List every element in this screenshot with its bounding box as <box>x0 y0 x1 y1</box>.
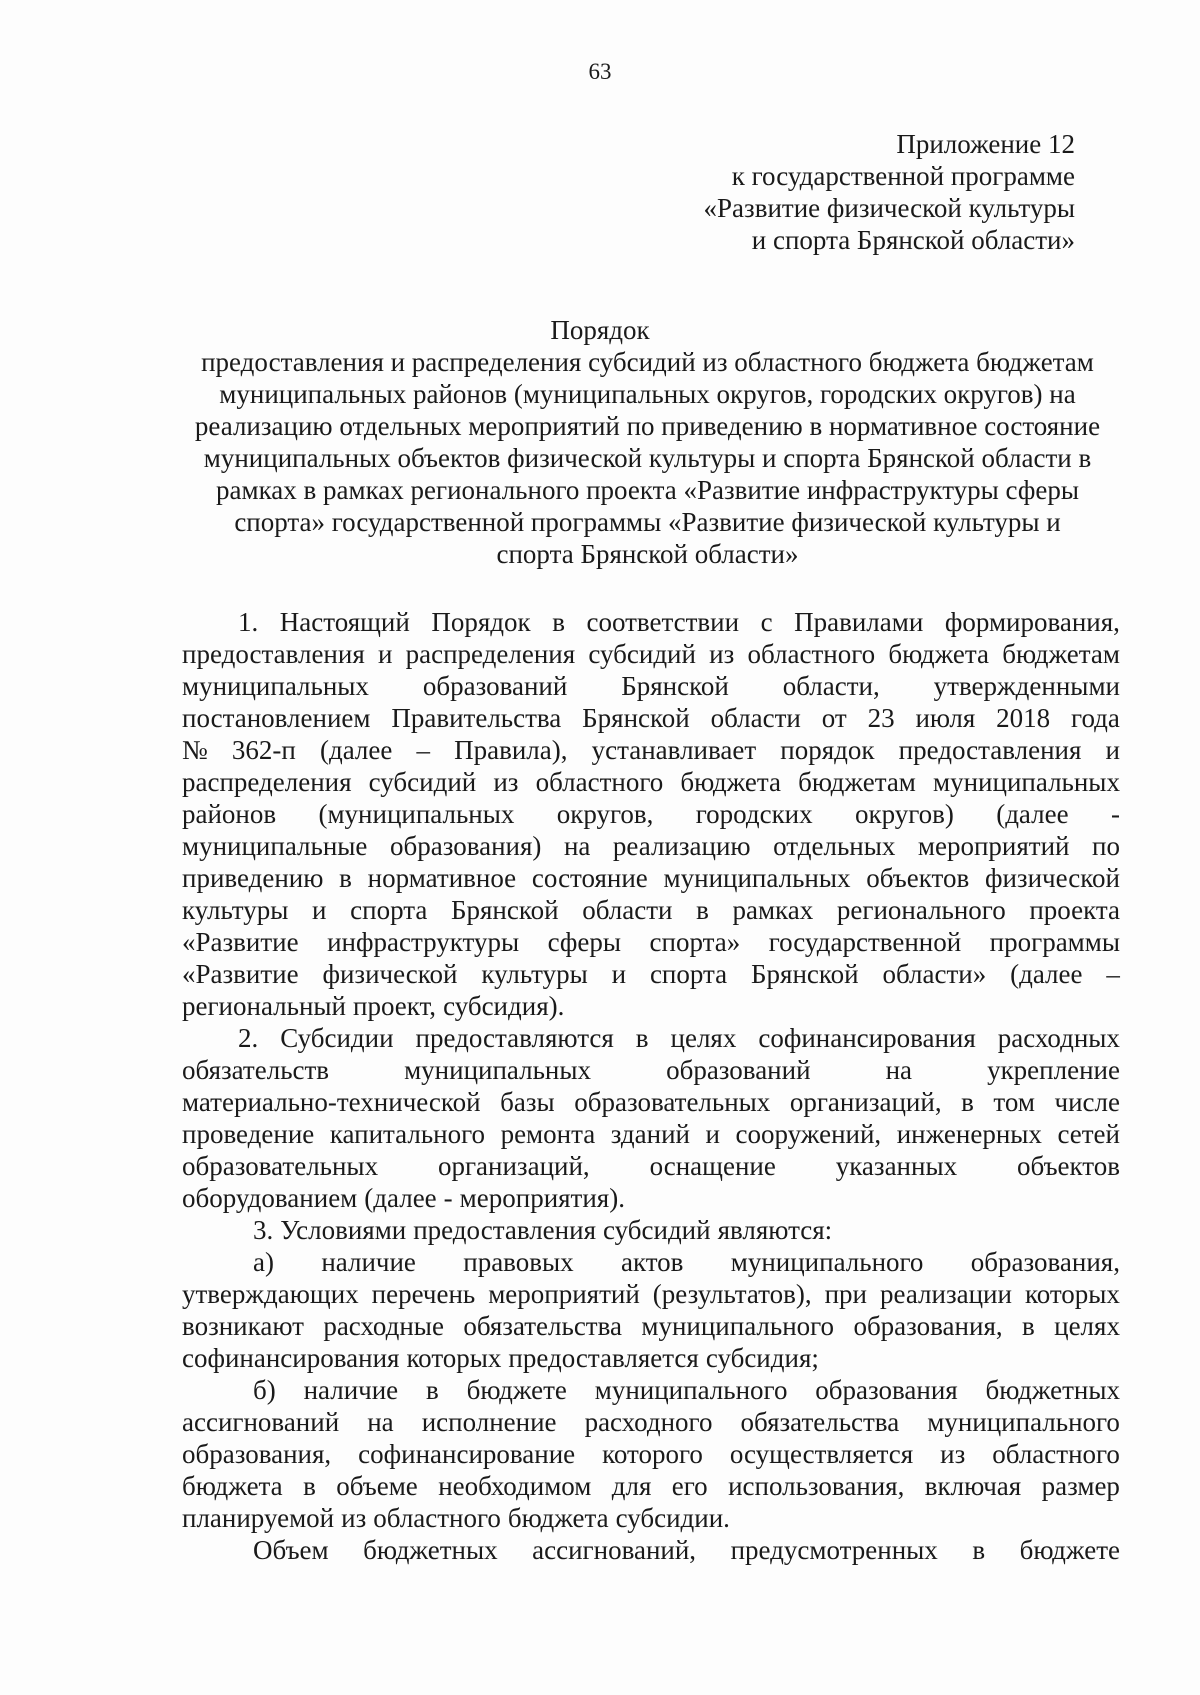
body-word: бюджете <box>466 1375 567 1405</box>
body-word: укрепление <box>987 1055 1120 1085</box>
body-word: субсидия). <box>443 991 565 1021</box>
body-word: необходимом <box>438 1471 592 1501</box>
body-word: образований <box>666 1055 811 1085</box>
body-word: образования, <box>853 1311 1003 1341</box>
body-word: утверждающих <box>182 1279 359 1309</box>
body-word: муниципального <box>730 1247 924 1277</box>
body-word: июля <box>915 703 976 733</box>
body-word: от <box>821 703 847 733</box>
body-line <box>182 734 1120 766</box>
body-word: - <box>443 1183 453 1213</box>
body-word: (далее <box>996 799 1069 829</box>
body-word: года <box>1071 703 1120 733</box>
body-word: Брянской <box>751 959 859 989</box>
body-word: - <box>1110 799 1120 829</box>
body-word: проекта <box>1029 895 1120 925</box>
body-line <box>182 670 1120 702</box>
body-word: оборудованием <box>182 1183 358 1213</box>
body-word: (далее <box>1010 959 1083 989</box>
body-line <box>182 1502 1120 1534</box>
body-word: указанных <box>835 1151 958 1181</box>
body-word: муниципальных <box>933 767 1120 797</box>
subtitle-line: спорта Брянской области» <box>496 539 799 569</box>
body-word: из <box>940 1439 966 1469</box>
body-word: бюджета <box>888 639 990 669</box>
body-word: городских <box>695 799 813 829</box>
body-word: из <box>709 639 735 669</box>
body-word: «Развитие <box>182 927 299 957</box>
body-line <box>182 1470 1120 1502</box>
body-word: регионального <box>836 895 1006 925</box>
body-word: муниципального <box>594 1375 788 1405</box>
body-word: бюджета <box>680 767 782 797</box>
body-word: по <box>1092 831 1120 861</box>
body-word: предоставления <box>182 639 365 669</box>
body-word: зданий <box>610 1119 690 1149</box>
body-line <box>182 1342 1120 1374</box>
body-word: организаций, <box>437 1151 590 1181</box>
body-word: предусмотренных <box>730 1535 938 1565</box>
body-word: в <box>552 607 565 637</box>
body-word: являются: <box>717 1215 833 1245</box>
body-word: Условиями <box>280 1215 407 1245</box>
body-line <box>182 894 1120 926</box>
body-word: проведение <box>182 1119 315 1149</box>
body-word: бюджетам <box>1002 639 1120 669</box>
body-word: утвержденными <box>933 671 1120 701</box>
appendix-line: и спорта Брянской области» <box>751 225 1075 255</box>
body-word: 1. <box>238 607 259 637</box>
body-word: мероприятия). <box>459 1183 625 1213</box>
body-word: приведению <box>182 863 324 893</box>
body-word: и <box>312 895 327 925</box>
body-word: Объем <box>253 1535 329 1565</box>
body-word: объеме <box>336 1471 418 1501</box>
body-word: областного <box>747 639 876 669</box>
body-line <box>182 638 1120 670</box>
body-word: 3. <box>253 1215 274 1245</box>
body-word: области, <box>782 671 880 701</box>
body-word: правовых <box>463 1247 574 1277</box>
body-word: спорта <box>649 959 728 989</box>
body-word: объектов <box>1017 1151 1120 1181</box>
body-line <box>182 830 1120 862</box>
body-word: бюджетных <box>363 1535 498 1565</box>
subtitle-line: реализацию отдельных мероприятий по приведению в нормативное состояние <box>194 411 1101 441</box>
body-word: образовательных <box>574 1087 771 1117</box>
appendix-header <box>375 128 1075 256</box>
body-word: числе <box>1054 1087 1120 1117</box>
body-line <box>182 1182 1120 1214</box>
body-word: оснащение <box>649 1151 776 1181</box>
body-word: муниципальных <box>404 1055 592 1085</box>
body-line <box>182 1022 1120 1054</box>
body-word: областного <box>373 1503 501 1533</box>
body-line <box>182 958 1120 990</box>
body-word: распределения <box>405 639 576 669</box>
body-word: его <box>671 1471 708 1501</box>
body-word: расходного <box>584 1407 713 1437</box>
body-word: актов <box>620 1247 684 1277</box>
body-word: бюджетам <box>798 767 916 797</box>
body-word: реализацию <box>612 831 751 861</box>
body-line <box>182 862 1120 894</box>
body-word: муниципального <box>927 1407 1120 1437</box>
body-line <box>182 1246 1120 1278</box>
body-word: физической <box>322 959 458 989</box>
body-word: которого <box>602 1439 703 1469</box>
body-word: исполнение <box>421 1407 557 1437</box>
body-word: базы <box>500 1087 555 1117</box>
body-word: области <box>710 703 801 733</box>
body-word: физической <box>984 863 1120 893</box>
body-word: проект, <box>353 991 437 1021</box>
body-word: 2018 <box>996 703 1051 733</box>
body-word: размер <box>1041 1471 1120 1501</box>
body-word: Порядок <box>431 607 531 637</box>
body-word: в <box>1022 1311 1035 1341</box>
body-word: для <box>611 1471 652 1501</box>
body-word: – <box>416 735 430 765</box>
body-word: предоставляется <box>508 1343 699 1373</box>
body-word: (муниципальных <box>318 799 515 829</box>
body-word: при <box>824 1279 868 1309</box>
body-word: (далее <box>319 735 393 765</box>
body-word: отдельных <box>773 831 896 861</box>
body-word: инфраструктуры <box>327 927 520 957</box>
body-word: муниципальные <box>182 831 368 861</box>
body-word: 23 <box>867 703 895 733</box>
body-word: использования, <box>728 1471 905 1501</box>
body-word: сооружений, <box>735 1119 882 1149</box>
body-word: из <box>493 767 519 797</box>
body-word: наличие <box>321 1247 416 1277</box>
body-word: предоставляются <box>415 1023 614 1053</box>
document-title: Порядок <box>550 315 650 345</box>
body-word: планируемой <box>182 1503 335 1533</box>
body-word: постановлением <box>182 703 371 733</box>
body-word: порядок <box>780 735 875 765</box>
body-word: Субсидии <box>280 1023 394 1053</box>
body-word: «Развитие <box>182 959 299 989</box>
subtitle-line: рамках в рамках регионального проекта «Развитие инфраструктуры сферы <box>216 475 1079 505</box>
body-word: бюджетных <box>985 1375 1120 1405</box>
body-word: наличие <box>303 1375 399 1405</box>
body-word: мероприятий <box>488 1279 640 1309</box>
body-word: в <box>961 1087 974 1117</box>
body-word: и <box>705 1119 720 1149</box>
body-word: состояние <box>531 863 648 893</box>
body-word: области <box>582 895 673 925</box>
body-word: обязательств <box>182 1055 330 1085</box>
body-word: в <box>426 1375 439 1405</box>
body-word: распределения <box>182 767 352 797</box>
body-word: округов) <box>854 799 954 829</box>
body-word: софинансирование <box>358 1439 576 1469</box>
document-subtitle <box>175 346 1120 570</box>
body-word: возникают <box>182 1311 304 1341</box>
body-word: софинансирования <box>182 1343 400 1373</box>
body-word: и <box>1105 735 1120 765</box>
subtitle-line: предоставления и распределения субсидий из областного бюджета бюджетам <box>201 347 1094 377</box>
page-number: 63 <box>588 59 612 84</box>
body-word: округов, <box>556 799 654 829</box>
body-word: инженерных <box>896 1119 1042 1149</box>
body-word: с <box>760 607 773 637</box>
body-line <box>182 702 1120 734</box>
body-word: объектов <box>866 863 970 893</box>
body-word: региональный <box>182 991 347 1021</box>
body-word: образования <box>815 1375 958 1405</box>
body-word: формирования, <box>944 607 1120 637</box>
body-line <box>182 1278 1120 1310</box>
body-word: расходных <box>997 1023 1120 1053</box>
appendix-line: Приложение 12 <box>896 129 1075 159</box>
body-word: целях <box>670 1023 737 1053</box>
body-word: субсидий <box>588 639 696 669</box>
body-word: (результатов), <box>652 1279 812 1309</box>
subtitle-line: муниципальных районов (муниципальных округов, городских округов) на <box>219 379 1076 409</box>
body-word: Настоящий <box>279 607 410 637</box>
body-line <box>182 990 1120 1022</box>
body-word: на <box>885 1055 913 1085</box>
body-word: в <box>696 895 709 925</box>
body-word: которых <box>1024 1279 1120 1309</box>
body-word: программы <box>989 927 1120 957</box>
body-word: 2. <box>238 1023 259 1053</box>
body-word: образования) <box>389 831 542 861</box>
body-line <box>182 606 1120 638</box>
body-word: Правилами <box>794 607 924 637</box>
appendix-line: «Развитие физической культуры <box>703 193 1075 223</box>
body-word: в <box>339 863 352 893</box>
body-word: – <box>1106 959 1120 989</box>
body-word: бюджете <box>1019 1535 1120 1565</box>
body-word: государственной <box>768 927 962 957</box>
body-word: софинансирования <box>758 1023 976 1053</box>
body-word: в <box>635 1023 649 1053</box>
body-word: областного <box>992 1439 1120 1469</box>
body-word: рамках <box>732 895 814 925</box>
body-word: образования, <box>970 1247 1120 1277</box>
body-word: Брянской <box>450 895 559 925</box>
body-word: ремонта <box>500 1119 596 1149</box>
body-word: ассигнований <box>182 1407 340 1437</box>
body-word: районов <box>182 799 277 829</box>
document-body <box>182 606 1120 1566</box>
body-word: бюджета <box>507 1503 609 1533</box>
body-word: организаций, <box>789 1087 942 1117</box>
body-word: том <box>993 1087 1035 1117</box>
body-word: в <box>303 1471 316 1501</box>
body-word: субсидии. <box>615 1503 730 1533</box>
body-line <box>182 1310 1120 1342</box>
body-line <box>182 1150 1120 1182</box>
body-word: Брянской <box>582 703 690 733</box>
body-word: нормативное <box>367 863 517 893</box>
body-word: которых <box>406 1343 502 1373</box>
body-line <box>182 766 1120 798</box>
subtitle-line: спорта» государственной программы «Развитие физической культуры и <box>234 507 1061 537</box>
body-word: спорта» <box>649 927 741 957</box>
body-word: муниципальных <box>182 671 369 701</box>
body-word: целях <box>1054 1311 1120 1341</box>
body-word: на <box>367 1407 394 1437</box>
body-word: Брянской <box>621 671 729 701</box>
body-line <box>182 798 1120 830</box>
body-line <box>182 1374 1120 1406</box>
body-word: реализации <box>880 1279 1012 1309</box>
body-word: обязательства <box>740 1407 900 1437</box>
body-word: включая <box>924 1471 1022 1501</box>
body-line <box>182 1086 1120 1118</box>
body-word: бюджета <box>182 1471 283 1501</box>
body-word: перечень <box>371 1279 476 1309</box>
body-word: образовательных <box>182 1151 379 1181</box>
appendix-line: к государственной программе <box>731 161 1075 191</box>
body-word: образований <box>422 671 568 701</box>
body-word: соответствии <box>586 607 740 637</box>
body-line <box>182 926 1120 958</box>
body-word: № <box>182 735 208 765</box>
body-word: б) <box>253 1375 276 1405</box>
body-word: предоставления <box>413 1215 596 1245</box>
body-word: предоставления <box>898 735 1082 765</box>
body-word: осуществляется <box>729 1439 914 1469</box>
body-word: 362-п <box>231 735 296 765</box>
body-word: (далее <box>364 1183 437 1213</box>
body-line <box>182 1214 1120 1246</box>
body-word: области» <box>882 959 987 989</box>
body-word: субсидий <box>368 767 477 797</box>
body-word: муниципального <box>641 1311 835 1341</box>
body-word: Правила), <box>454 735 568 765</box>
body-word: спорта <box>350 895 428 925</box>
body-word: культуры <box>481 959 588 989</box>
body-word: а) <box>253 1247 274 1277</box>
body-line <box>182 1534 1120 1566</box>
body-word: муниципальных <box>663 863 851 893</box>
body-line <box>182 1438 1120 1470</box>
body-word: Правительства <box>391 703 562 733</box>
body-word: устанавливает <box>591 735 757 765</box>
body-word: субсидия; <box>705 1343 819 1373</box>
body-line <box>182 1118 1120 1150</box>
body-word: расходные <box>323 1311 444 1341</box>
body-word: из <box>341 1503 367 1533</box>
body-word: областного <box>535 767 664 797</box>
body-line <box>182 1054 1120 1086</box>
body-word: сферы <box>547 927 622 957</box>
body-word: и <box>377 639 393 669</box>
body-word: капитального <box>329 1119 486 1149</box>
body-word: субсидий <box>603 1215 711 1245</box>
body-word: на <box>563 831 591 861</box>
subtitle-line: муниципальных объектов физической культуры и спорта Брянской области в <box>203 443 1092 473</box>
body-word: культуры <box>182 895 289 925</box>
body-word: образования, <box>182 1439 332 1469</box>
body-word: сетей <box>1057 1119 1120 1149</box>
body-word: в <box>972 1535 986 1565</box>
body-word: мероприятий <box>917 831 1070 861</box>
body-word: обязательства <box>463 1311 622 1341</box>
body-word: ассигнований, <box>532 1535 697 1565</box>
body-line <box>182 1406 1120 1438</box>
body-word: материально-технической <box>182 1087 481 1117</box>
body-word: и <box>611 959 627 989</box>
